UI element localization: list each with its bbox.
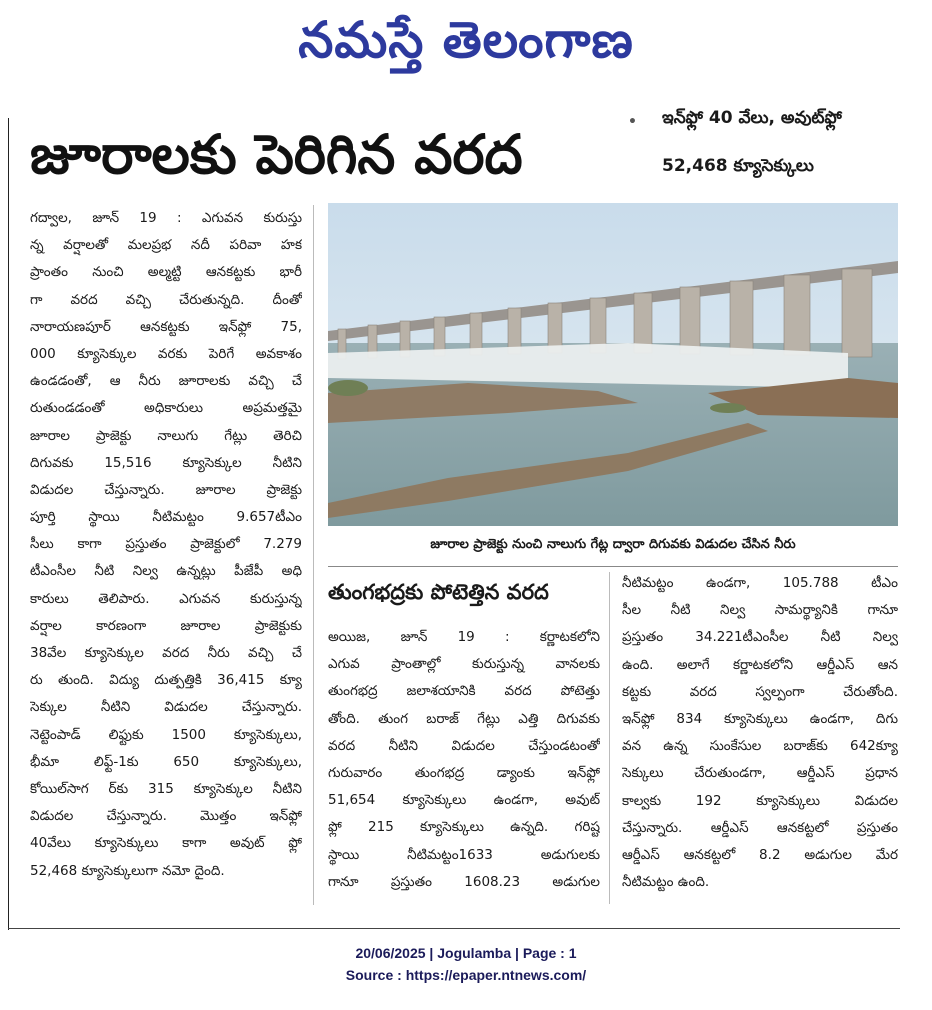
body-line: టీఎంసీల నీటి నిల్వ ఉన్నట్లు పీజేపీ అధి <box>30 563 302 580</box>
deck-line-1: ఇన్‌ఫ్లో 40 వేలు, అవుట్‌ఫ్లో <box>662 108 842 128</box>
body-line: వన ఉన్న సుంకేసుల బరాజ్‌కు 642క్యూ <box>622 738 898 755</box>
deck-line-2: 52,468 క్యూసెక్కులు <box>662 156 814 176</box>
body-line: సీలు కాగా ప్రస్తుతం ప్రాజెక్టులో 7.279 <box>30 536 302 553</box>
body-line: గద్వాల, జూన్ 19 : ఎగువన కురుస్తు <box>30 210 302 226</box>
deck-bullet-icon: • <box>628 114 637 130</box>
body-line: సెక్కులు చేరుతుండగా, ఆర్డీఎస్ ప్రధాన <box>622 765 898 782</box>
dam-photo-illustration <box>328 203 898 526</box>
body-line: గురువారం తుంగభద్ర డ్యాంకు ఇన్‌ఫ్లో <box>328 764 600 781</box>
article-subheading: తుంగభద్రకు పోటెత్తిన వరద <box>328 579 549 604</box>
body-line: స్థాయి నీటిమట్టం1633 అడుగులకు <box>328 846 600 863</box>
body-line: ఆర్డీఎస్ ఆనకట్టలో 8.2 అడుగుల మేర <box>622 846 898 863</box>
body-line: అయిజ, జూన్ 19 : కర్ణాటకలోని <box>328 629 600 645</box>
footer-divider <box>8 928 900 929</box>
body-line: కాల్వకు 192 క్యూసెక్కులు విడుదల <box>622 792 898 809</box>
body-line: రుతుండడంతో అధికారులు అప్రమత్తమై <box>30 400 302 417</box>
body-line: నీటిమట్టం ఉంది. <box>622 874 710 891</box>
article-headline: జూరాలకు పెరిగిన వరద <box>30 122 523 186</box>
body-line: నారాయణపూర్ ఆనకట్టకు ఇన్‌ఫ్లో 75, <box>30 318 302 335</box>
body-line: నెట్టెంపాడ్ లిఫ్టుకు 1500 క్యూసెక్కులు, <box>30 726 302 743</box>
column-divider-2 <box>609 572 610 904</box>
footer-edition-info: 20/06/2025 | Jogulamba | Page : 1 <box>355 945 577 961</box>
body-line: 38వేల క్యూసెక్కుల వరద నీరు వచ్చి చే <box>30 645 302 661</box>
body-line: వర్షాల కారణంగా జూరాల ప్రాజెక్టుకు <box>30 617 302 634</box>
caption-divider <box>328 566 898 567</box>
body-line: తుంగభద్ర జలాశయానికి వరద పోటెత్తు <box>328 683 600 700</box>
body-line: 52,468 క్యూసెక్కులుగా నమో దైంది. <box>30 862 225 879</box>
body-line: ఉంది. అలాగే కర్ణాటకలోని ఆర్డీఎస్ ఆన <box>622 656 898 673</box>
body-line: విడుదల చేస్తున్నారు. మొత్తం ఇన్‌ఫ్లో <box>30 808 302 825</box>
article-body-left-column <box>30 205 302 885</box>
body-line: పూర్తి స్థాయి నీటిమట్టం 9.657టీఎం <box>30 509 302 526</box>
body-line: వరద నీటిని విడుదల చేస్తుండటంతో <box>328 737 600 754</box>
body-line: కట్టకు వరద స్వల్పంగా చేరుతోంది. <box>622 683 898 700</box>
body-line: భీమా లిఫ్ట్-1కు 650 క్యూసెక్కులు, <box>30 753 302 770</box>
newspaper-masthead: నమస్తే తెలంగాణ <box>298 10 634 69</box>
body-line: ప్రస్తుతం 34.221టీఎంసీల నీటి నిల్వ <box>622 629 898 646</box>
body-line: ఇన్‌ఫ్లో 834 క్యూసెక్కులు ఉండగా, దిగు <box>622 710 898 727</box>
body-line: చేస్తున్నారు. ఆర్డీఎస్ ఆనకట్టలో ప్రస్తుతం <box>622 819 898 836</box>
body-line: జూరాల ప్రాజెక్టు నాలుగు గేట్లు తెరిచి <box>30 427 302 444</box>
body-line: ఎగువ ప్రాంతాల్లో కురుస్తున్న వానలకు <box>328 656 600 673</box>
body-line: ఫ్లో 215 క్యూసెక్కులు ఉన్నది. గరిష్ట <box>328 819 600 836</box>
body-line: గా వరద వచ్చి చేరుతున్నది. దీంతో <box>30 291 302 308</box>
body-line: కోయిల్‌సాగ ర్‌కు 315 క్యూసెక్కుల నీటిని <box>30 780 302 797</box>
article-body-middle-column <box>328 624 600 896</box>
dam-photo <box>328 203 898 526</box>
body-line: ప్రాంతం నుంచి అల్మట్టి ఆనకట్టకు భారీ <box>30 264 302 281</box>
body-line: విడుదల చేస్తున్నారు. జూరాల ప్రాజెక్టు <box>30 481 302 498</box>
body-line: 51,654 క్యూసెక్కులు ఉండగా, అవుట్ <box>328 792 600 809</box>
body-line: కారులు తెలిపారు. ఎగువన కురుస్తున్న <box>30 590 302 607</box>
page-footer <box>0 942 932 986</box>
body-line: 40వేలు క్యూసెక్కులు కాగా అవుట్ ఫ్లో <box>30 835 302 852</box>
body-line: సెక్కుల నీటిని విడుదల చేస్తున్నారు. <box>30 699 302 716</box>
body-line: ఉండడంతో, ఆ నీరు జూరాలకు వచ్చి చే <box>30 373 302 390</box>
body-line: న్న వర్షాలతో మలప్రభ నదీ పరివా హక <box>30 237 302 254</box>
body-line: గానూ ప్రస్తుతం 1608.23 అడుగుల <box>328 873 600 890</box>
article-body-right-column <box>622 570 898 896</box>
body-line: దిగువకు 15,516 క్యూసెక్కుల నీటిని <box>30 454 302 471</box>
footer-source-link[interactable]: Source : https://epaper.ntnews.com/ <box>345 967 587 983</box>
body-line: తోంది. తుంగ బరాజ్ గేట్లు ఎత్తి దిగువకు <box>328 710 600 727</box>
body-line: సీల నీటి నిల్వ సామర్థ్యానికి గానూ <box>622 602 898 619</box>
column-divider-1 <box>313 205 314 905</box>
body-line: రు తుంది. విద్యు దుత్పత్తికి 36,415 క్యూ <box>30 672 302 689</box>
page-frame-left-rule <box>8 118 9 930</box>
body-line: నీటిమట్టం ఉండగా, 105.788 టీఎం <box>622 575 898 591</box>
photo-caption: జూరాల ప్రాజెక్టు నుంచి నాలుగు గేట్ల ద్వారా దిగువకు విడుదల చేసిన నీరు <box>430 537 796 552</box>
body-line: 000 క్యూసెక్కుల వరకు పెరిగే అవకాశం <box>30 345 302 362</box>
